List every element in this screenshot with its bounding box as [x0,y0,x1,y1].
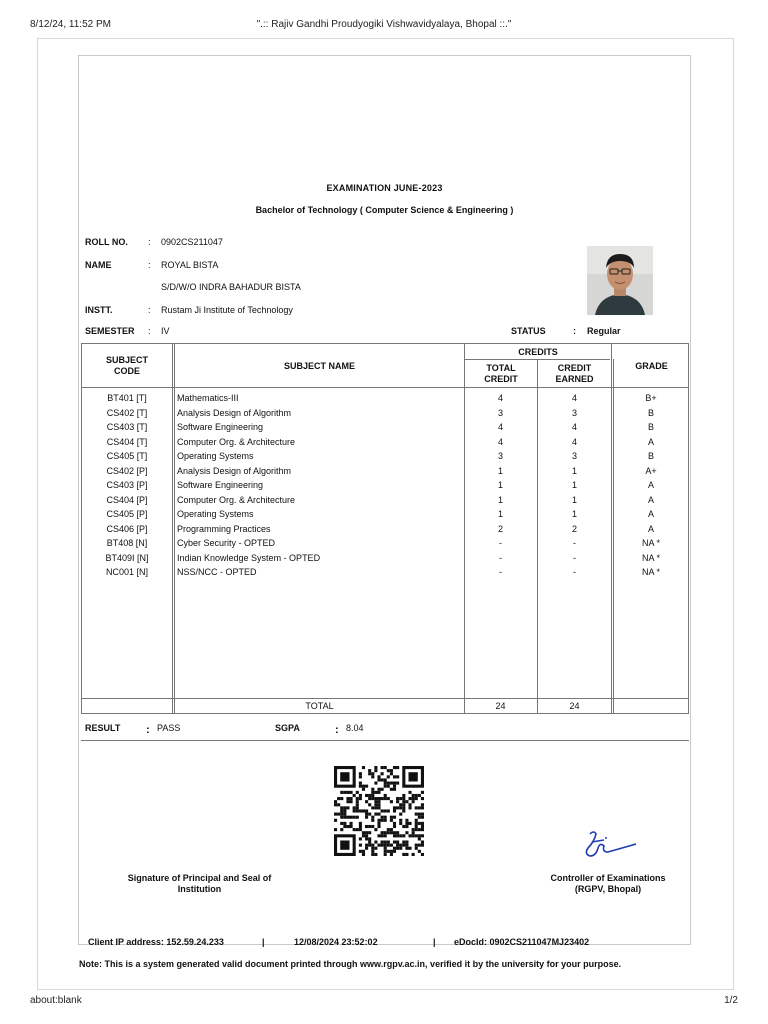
colon: : [573,326,576,336]
colon: : [148,305,151,315]
result-value: PASS [157,723,181,733]
table-row [82,408,688,423]
grade: B [647,422,654,432]
colon: : [148,260,151,270]
total-credit: 2 [497,523,503,534]
total-label: TOTAL [305,701,334,711]
grade: A+ [645,465,657,476]
name-label: NAME [85,260,112,270]
total-credit: 4 [497,422,503,432]
table-row [82,538,688,553]
colon: : [335,724,339,736]
subject-code: CS403 [T] [106,422,148,432]
subject-code: CS404 [T] [106,436,148,447]
subject-name: Analysis Design of Algorithm [177,465,292,476]
header-subject-code: SUBJECT CODE [105,355,148,376]
print-page-title: ".:: Rajiv Gandhi Proudyogiki Vishwavidyalaya, Bhopal ::." [256,19,512,30]
separator: | [262,937,265,947]
grade: B [647,451,654,461]
credit-earned: 3 [571,407,577,418]
client-ip: Client IP address: 152.59.24.233 [88,937,224,947]
total-credit: 4 [497,436,503,447]
total-credit: - [499,567,502,577]
total-credit: 3 [497,451,503,461]
subject-code: CS406 [P] [106,523,148,534]
colon: : [146,724,150,736]
sgpa-value: 8.04 [346,723,364,733]
print-date: 8/12/24, 11:52 PM [30,19,111,30]
print-footer [30,995,738,1009]
subject-code: CS402 [T] [106,407,148,418]
table-row [82,495,688,510]
credit-earned: 1 [571,480,577,490]
credit-earned: 3 [571,451,577,461]
roll-label: ROLL NO. [85,237,128,247]
total-credit: 1 [497,480,503,490]
colon: : [148,326,151,336]
credit-earned: 2 [571,523,577,534]
subject-code: CS404 [P] [106,494,148,505]
subject-code: NC001 [N] [105,567,149,577]
credit-earned: 4 [571,436,577,447]
qr-code [334,766,424,856]
header-credits: CREDITS [518,347,558,357]
table-row [82,466,688,481]
table-divider [464,359,610,360]
degree-title: Bachelor of Technology ( Computer Science & Engineering ) [255,205,514,215]
total-credit: - [499,552,502,563]
header-total-credit: TOTAL CREDIT [484,363,518,384]
subject-name: Software Engineering [177,422,264,432]
grade: B+ [645,393,657,403]
credit-earned: - [573,538,576,548]
total-credit: 1 [497,465,503,476]
table-row [82,393,688,408]
table-row [82,567,688,582]
table-header-divider [82,387,688,388]
verification-note: Note: This is a system generated valid document printed through www.rgpv.ac.in, verified it by the university for your purpose. [79,959,622,969]
subject-name: Computer Org. & Architecture [177,494,296,505]
table-row [82,437,688,452]
table-row [82,524,688,539]
table-total-divider [82,698,688,699]
subject-name: Computer Org. & Architecture [177,436,296,447]
result-divider [81,740,689,741]
table-row [82,509,688,524]
total-credit: 1 [497,494,503,505]
credit-earned: 4 [571,393,577,403]
total-row [82,701,688,716]
exam-title: EXAMINATION JUNE-2023 [326,183,443,193]
semester-label: SEMESTER [85,326,135,336]
inst-label: INSTT. [85,305,113,315]
subject-name: Operating Systems [177,451,254,461]
total-credit: - [499,538,502,548]
sgpa-label: SGPA [275,723,300,733]
student-photo [587,246,653,315]
colon: : [148,237,151,247]
institute-name: Rustam Ji Institute of Technology [161,305,293,315]
grade: A [647,480,654,490]
grade: A [647,494,654,505]
credit-earned: - [573,552,576,563]
print-datetime: 12/08/2024 23:52:02 [294,937,378,947]
total-credit: 24 [495,701,506,711]
subject-code: CS405 [P] [106,509,148,519]
edoc-id: eDocId: 0902CS211047MJ23402 [454,937,590,947]
credit-earned: 1 [571,509,577,519]
table-row [82,553,688,568]
subject-name: Mathematics-III [177,393,239,403]
grade: A [647,436,654,447]
parent-name: S/D/W/O INDRA BAHADUR BISTA [161,282,301,292]
subject-code: BT408 [N] [106,538,148,548]
total-credit: 3 [497,407,503,418]
grade: A [647,509,654,519]
subject-code: CS405 [T] [106,451,148,461]
status-label: STATUS [511,326,546,336]
credit-earned: 4 [571,422,577,432]
controller-signature [574,828,644,864]
table-row [82,480,688,495]
subject-name: NSS/NCC - OPTED [177,567,257,577]
grade: NA * [641,538,660,548]
roll-number: 0902CS211047 [161,237,223,247]
total-earned: 24 [569,701,580,711]
subject-code: CS402 [P] [106,465,148,476]
controller-caption: Controller of Examinations (RGPV, Bhopal) [550,873,666,894]
subject-name: Software Engineering [177,480,264,490]
print-page-number: 1/2 [724,995,738,1006]
table-row [82,451,688,466]
result-label: RESULT [85,723,121,733]
grade-table [81,343,689,714]
subject-code: BT409I [N] [105,552,149,563]
subject-name: Analysis Design of Algorithm [177,407,292,418]
credit-earned: 1 [571,494,577,505]
principal-signature-caption: Signature of Principal and Seal of Institution [127,873,272,894]
subject-name: Programming Practices [177,523,271,534]
subject-code: BT401 [T] [107,393,147,403]
semester-value: IV [161,326,170,336]
credit-earned: - [573,567,576,577]
student-name: ROYAL BISTA [161,260,219,270]
total-credit: 4 [497,393,503,403]
subject-code: CS403 [P] [106,480,148,490]
status-value: Regular [587,326,621,336]
subject-name: Operating Systems [177,509,254,519]
grade: B [647,407,654,418]
print-header [30,19,738,33]
grade: NA * [641,552,660,563]
header-grade: GRADE [635,361,668,371]
grade: NA * [641,567,660,577]
subject-name: Cyber Security - OPTED [177,538,276,548]
separator: | [433,937,436,947]
credit-earned: 1 [571,465,577,476]
header-subject-name: SUBJECT NAME [283,361,355,371]
print-url: about:blank [30,995,82,1006]
total-credit: 1 [497,509,503,519]
grade: A [647,523,654,534]
header-credit-earned: CREDIT EARNED [555,363,594,384]
table-row [82,422,688,437]
subject-name: Indian Knowledge System - OPTED [177,552,321,563]
